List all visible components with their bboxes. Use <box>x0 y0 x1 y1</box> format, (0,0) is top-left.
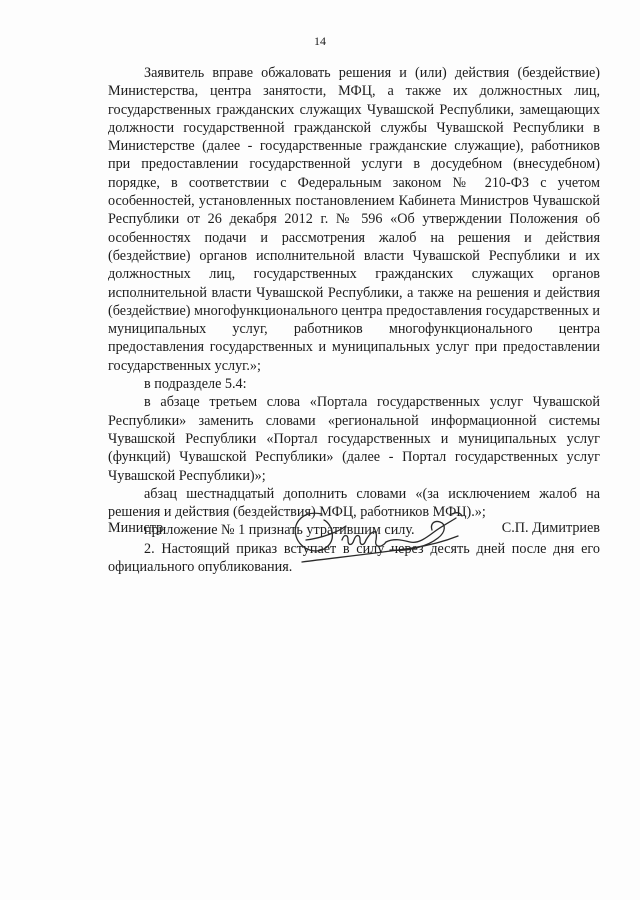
paragraph-third-abzats: в абзаце третьем слова «Портала государственных услуг Чувашской Республики» заменить словами «региональной информационной системы Чувашской Республики «Портал государственных и муниципальных услуг (функций) Чувашской Республики» (далее - Портал государственных услуг Чувашской Республики)»; <box>108 394 600 484</box>
handwritten-signature-icon <box>282 500 472 572</box>
paragraph-appeal-rights: Заявитель вправе обжаловать решения и (или) действия (бездействие) Министерства, центра занятости, МФЦ, а также их должностных лиц, государственных гражданских служащих Чувашской Республики, замещающих должности государственной гражданской службы Чувашской Республики в Министерстве (далее - государственные гражданские служащие), работников при предоставлении государственной услуги в досудебном (внесудебном) порядке, в соответствии с Федеральным законом № 210-ФЗ с учетом особенностей, установленных постановлением Кабинета Министров Чувашской Республики от 26 декабря 2012 г. № 596 «Об утверждении Положения об особенностях подачи и рассмотрения жалоб на решения и действия (бездействие) органов исполнительной власти Чувашской Республики и их должностных лиц, государственных гражданских служащих органов исполнительной власти Чувашской Республики, а также на решения и действия (бездействие) многофункционального центра предоставления государственных и муниципальных услуг, работников многофункционального центра предоставления государственных и муниципальных услуг при предоставлении государственных услуг.»; <box>108 65 600 374</box>
paragraph-subsection: в подразделе 5.4: <box>144 376 247 393</box>
paragraph-sixteenth-abzats: абзац шестнадцатый дополнить словами «(за исключением жалоб на решения и действия (бездействия) МФЦ, работников МФЦ).»; <box>108 485 600 521</box>
signatory-name: С.П. Димитриев <box>501 520 600 536</box>
signatory-title: Министр <box>108 520 164 536</box>
paragraph-effective-date: 2. Настоящий приказ вступает в силу через десять дней после дня его официального опубликования. <box>108 540 600 576</box>
page-number: 14 <box>314 34 326 48</box>
paragraph-appendix: приложение № 1 признать утратившим силу. <box>144 522 415 539</box>
